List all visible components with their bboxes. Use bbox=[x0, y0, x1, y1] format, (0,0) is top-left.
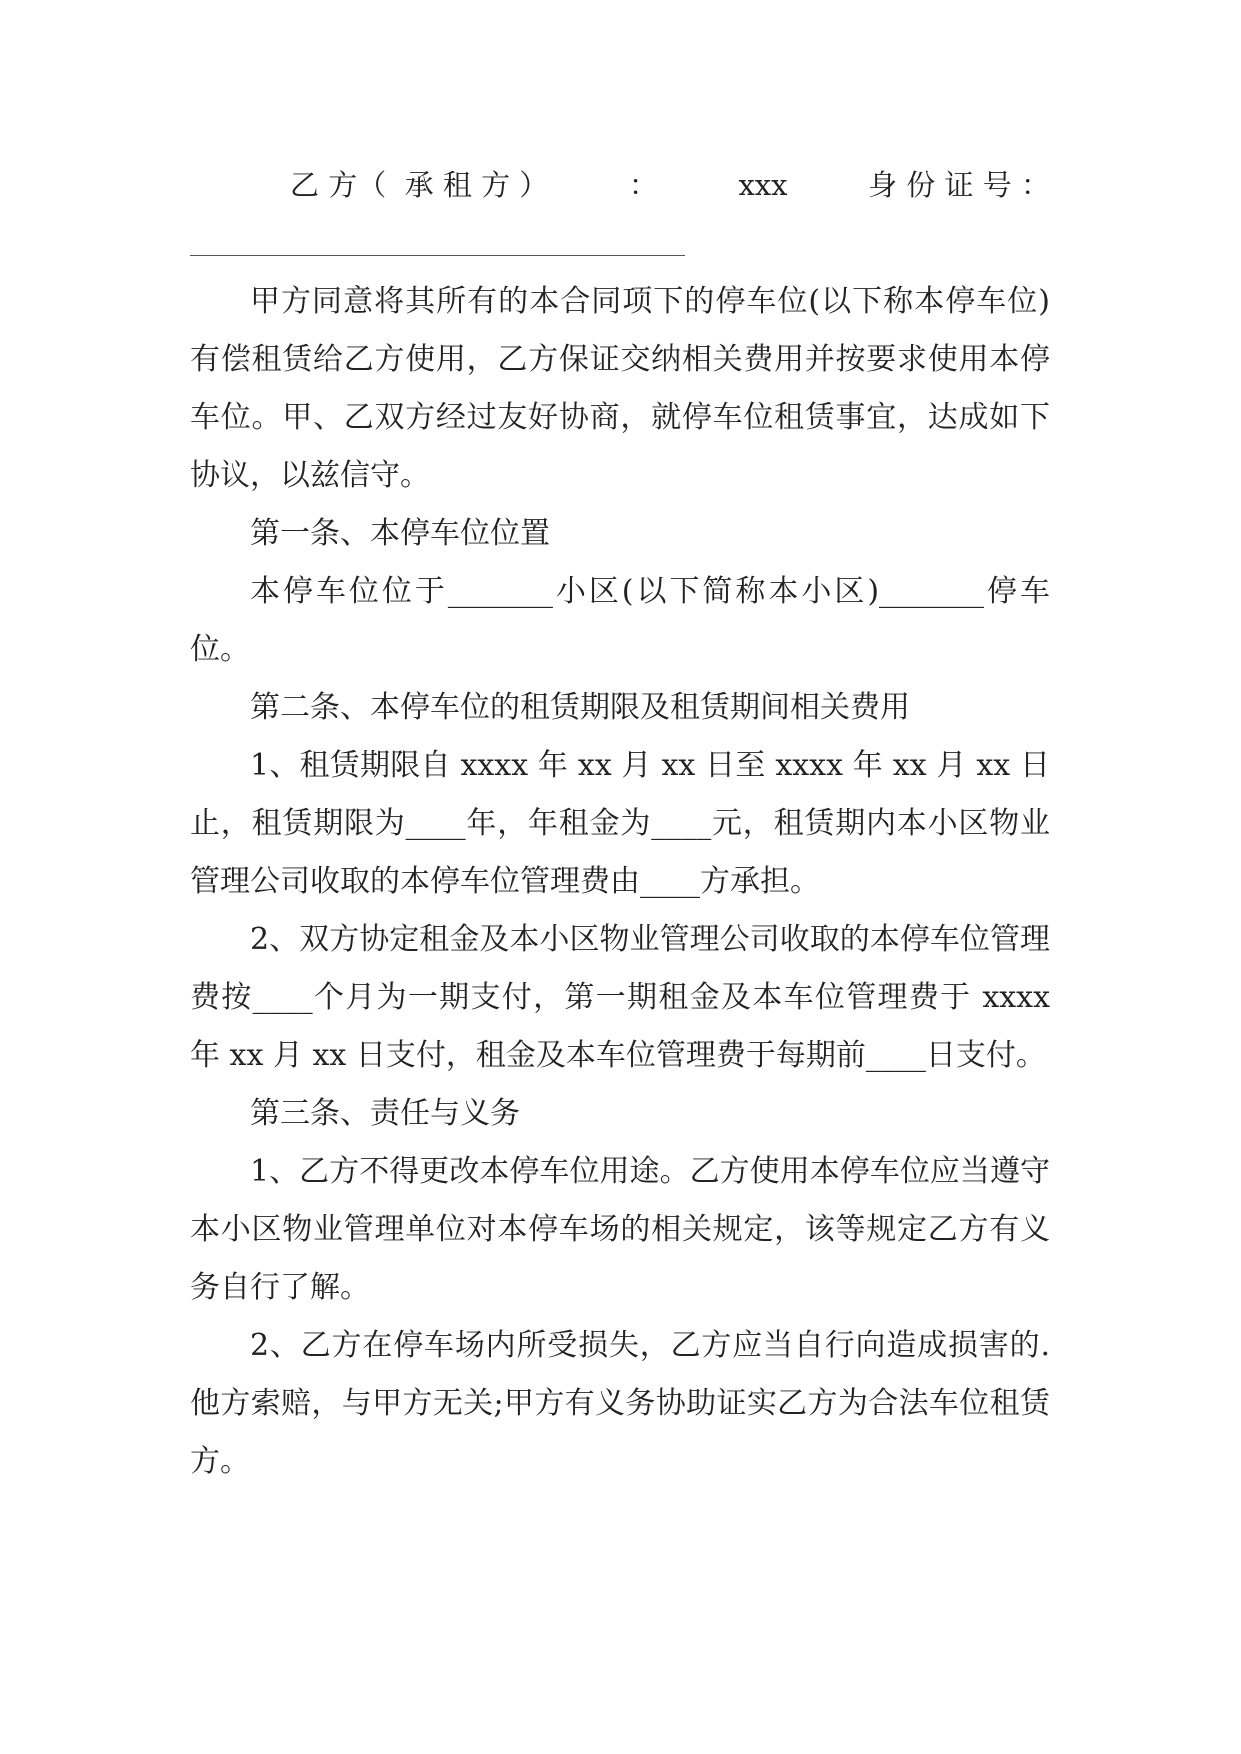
party-b-colon: ： bbox=[628, 168, 658, 202]
party-b-line bbox=[290, 165, 1050, 205]
id-number-blank-line bbox=[190, 255, 685, 256]
id-number-label: 身 份 证 号 ： bbox=[868, 168, 1050, 202]
article-2-clause-1: 1、租赁期限自 xxxx 年 xx 月 xx 日至 xxxx 年 xx 月 xx 日止，租赁期限为____年，年租金为____元，租赁期内本小区物业管理公司收取的本停车位管理费由____方承担。 bbox=[190, 748, 1050, 899]
article-3-clause-1: 1、乙方不得更改本停车位用途。乙方使用本停车位应当遵守本小区物业管理单位对本停车场的相关规定，该等规定乙方有义务自行了解。 bbox=[190, 1154, 1050, 1305]
intro-paragraph: 甲方同意将其所有的本合同项下的停车位(以下称本停车位)有偿租赁给乙方使用，乙方保证交纳相关费用并按要求使用本停车位。甲、乙双方经过友好协商，就停车位租赁事宜，达成如下协议，以兹信守。 bbox=[190, 284, 1050, 493]
party-b-label: 乙 方（ 承 租 方 ） bbox=[290, 168, 549, 202]
article-1-location: 本停车位位于_______小区(以下简称本小区)_______停车位。 bbox=[190, 574, 1050, 667]
article-3-heading: 第三条、责任与义务 bbox=[250, 1096, 520, 1131]
article-3-clause-2: 2、乙方在停车场内所受损失，乙方应当自行向造成损害的.他方索赔，与甲方无关;甲方有义务协助证实乙方为合法车位租赁方。 bbox=[190, 1328, 1050, 1479]
article-1-heading: 第一条、本停车位位置 bbox=[250, 516, 550, 551]
contract-body bbox=[190, 273, 1060, 1491]
party-b-name: xxx bbox=[738, 168, 788, 202]
article-2-heading: 第二条、本停车位的租赁期限及租赁期间相关费用 bbox=[250, 690, 910, 725]
article-2-clause-2: 2、双方协定租金及本小区物业管理公司收取的本停车位管理费按____个月为一期支付，第一期租金及本车位管理费于 xxxx 年 xx 月 xx 日支付，租金及本车位管理费于每期前____日支付。 bbox=[190, 922, 1060, 1073]
